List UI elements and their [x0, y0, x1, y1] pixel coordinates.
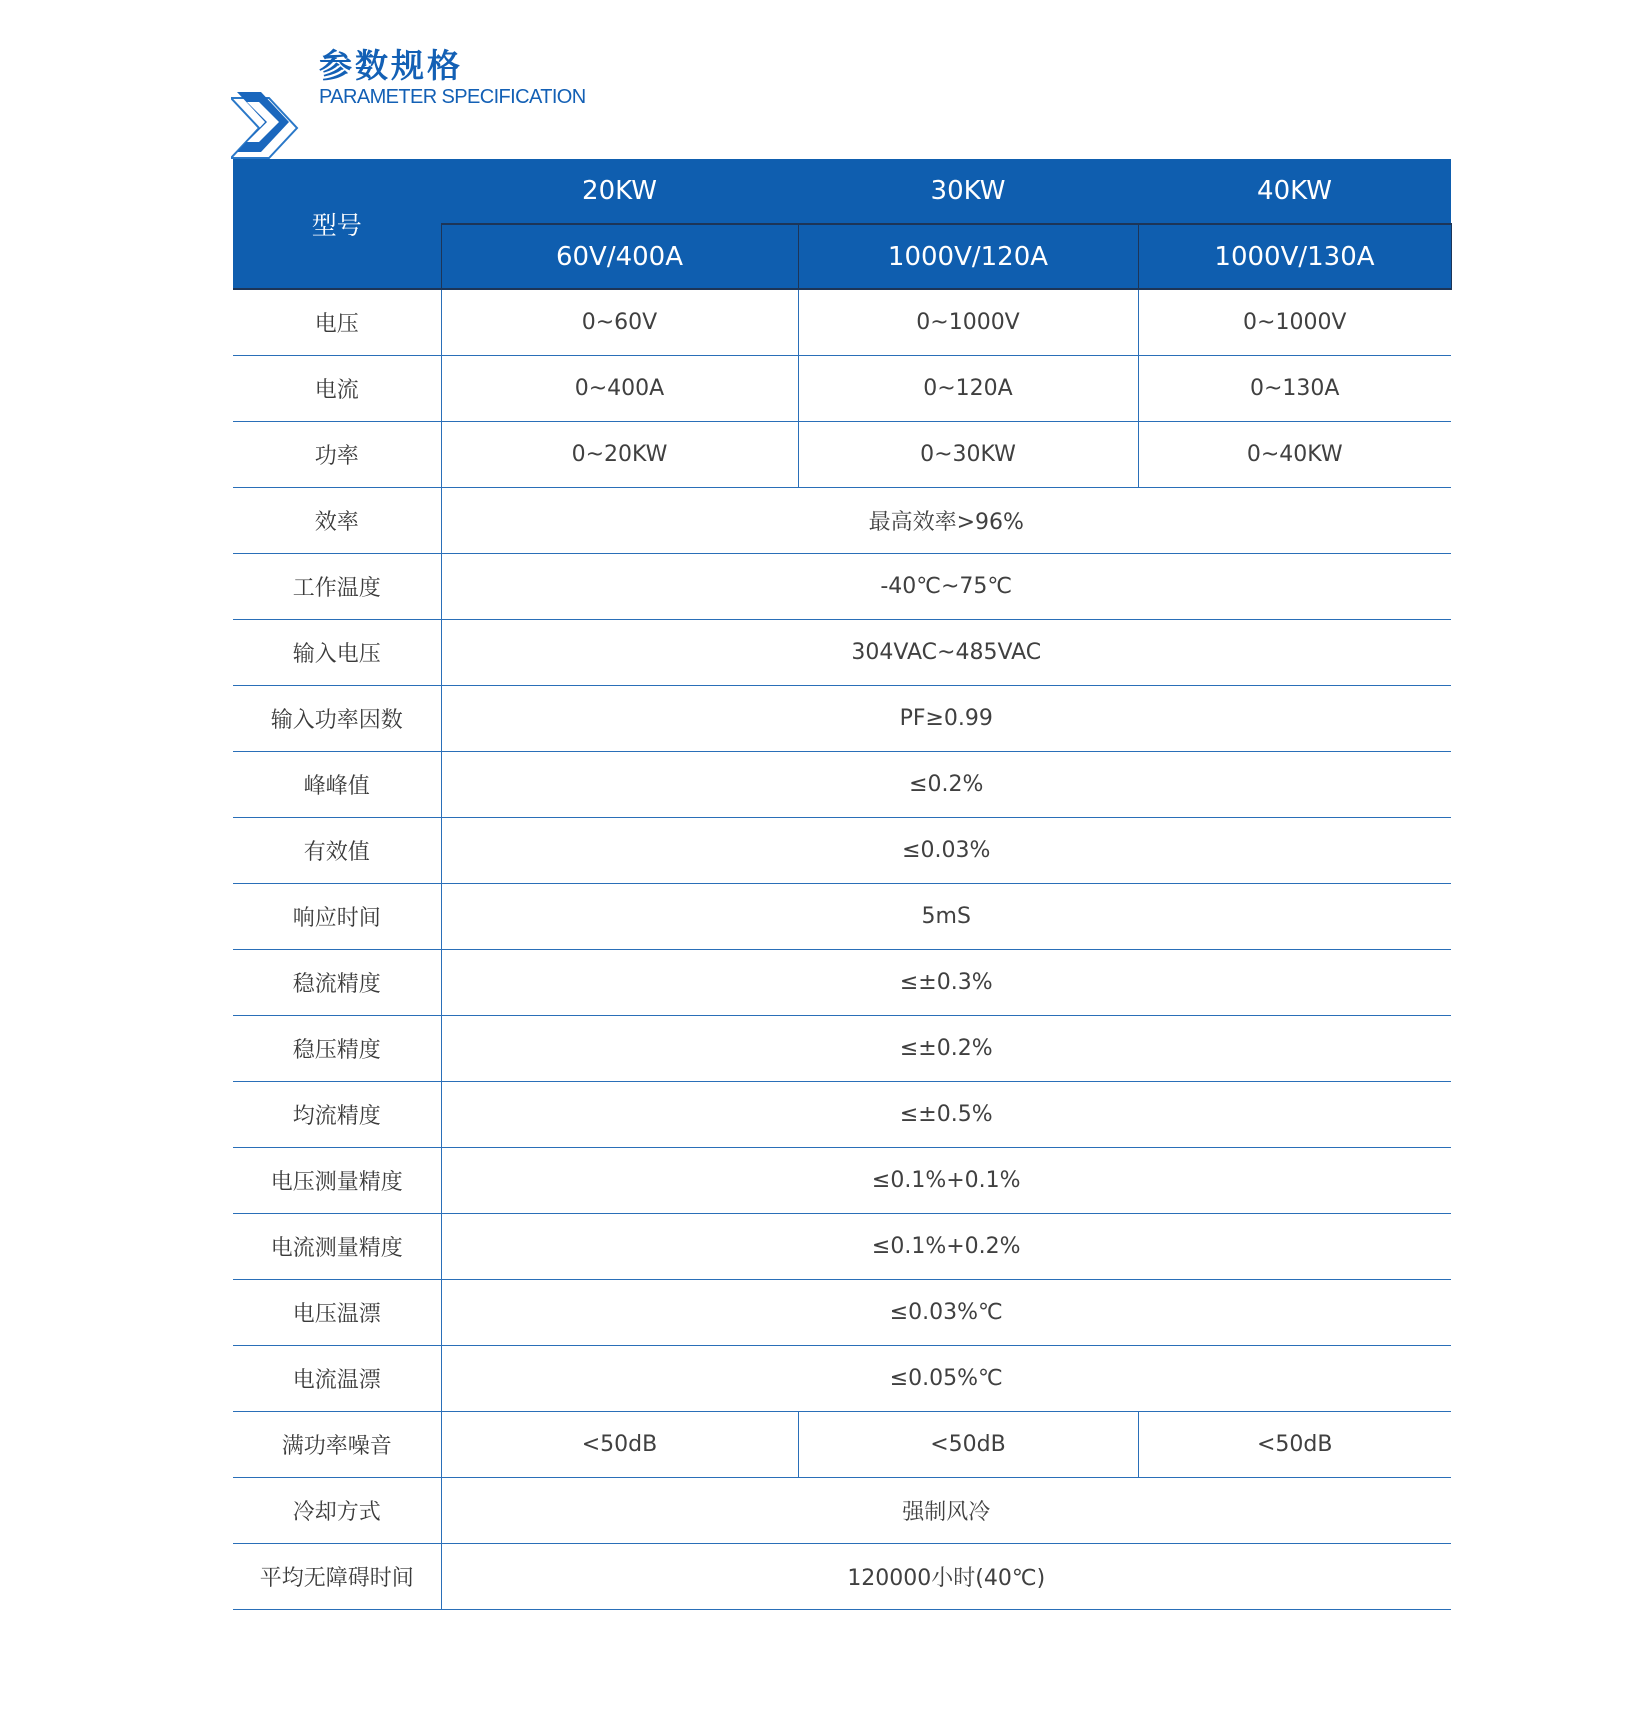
row-label: 冷却方式 — [233, 1478, 441, 1544]
spec-table — [233, 159, 1452, 1610]
row-label: 电压 — [233, 289, 441, 356]
row-value: 0~120A — [798, 356, 1138, 422]
row-value: 0~130A — [1138, 356, 1451, 422]
table-row — [233, 1148, 1451, 1214]
section-subtitle: PARAMETER SPECIFICATION — [319, 86, 586, 108]
row-value: <50dB — [798, 1412, 1138, 1478]
row-value: <50dB — [1138, 1412, 1451, 1478]
row-value-merged: 304VAC~485VAC — [441, 620, 1451, 686]
row-label: 平均无障碍时间 — [233, 1544, 441, 1610]
header-model: 30KW — [798, 159, 1138, 224]
row-value-merged: PF≥0.99 — [441, 686, 1451, 752]
row-label: 工作温度 — [233, 554, 441, 620]
table-row — [233, 686, 1451, 752]
row-value: <50dB — [441, 1412, 798, 1478]
row-label: 电流 — [233, 356, 441, 422]
table-row — [233, 752, 1451, 818]
row-label: 稳流精度 — [233, 950, 441, 1016]
row-value: 0~60V — [441, 289, 798, 356]
row-value: 0~1000V — [798, 289, 1138, 356]
row-label: 有效值 — [233, 818, 441, 884]
row-label: 输入功率因数 — [233, 686, 441, 752]
table-row — [233, 1016, 1451, 1082]
row-value-merged: ≤0.03% — [441, 818, 1451, 884]
row-label: 峰峰值 — [233, 752, 441, 818]
row-label: 电压温漂 — [233, 1280, 441, 1346]
section-heading — [231, 40, 931, 165]
table-row — [233, 1280, 1451, 1346]
row-value-merged: ≤0.03%℃ — [441, 1280, 1451, 1346]
row-value: 0~1000V — [1138, 289, 1451, 356]
table-row — [233, 1412, 1451, 1478]
row-label: 输入电压 — [233, 620, 441, 686]
row-value-merged: ≤0.05%℃ — [441, 1346, 1451, 1412]
table-row — [233, 884, 1451, 950]
table-row — [233, 488, 1451, 554]
header-model: 40KW — [1138, 159, 1451, 224]
header-rating: 1000V/130A — [1138, 224, 1451, 289]
row-value-merged: ≤0.2% — [441, 752, 1451, 818]
row-value-merged: ≤0.1%+0.1% — [441, 1148, 1451, 1214]
row-label: 电流测量精度 — [233, 1214, 441, 1280]
table-row — [233, 289, 1451, 356]
header-row-models — [233, 159, 1451, 224]
table-row — [233, 1214, 1451, 1280]
header-rating: 1000V/120A — [798, 224, 1138, 289]
header-model-label: 型号 — [233, 159, 441, 289]
row-value-merged: ≤±0.2% — [441, 1016, 1451, 1082]
table-row — [233, 950, 1451, 1016]
row-label: 均流精度 — [233, 1082, 441, 1148]
row-label: 满功率噪音 — [233, 1412, 441, 1478]
row-label: 稳压精度 — [233, 1016, 441, 1082]
row-value: 0~30KW — [798, 422, 1138, 488]
row-value-merged: ≤±0.3% — [441, 950, 1451, 1016]
row-value: 0~20KW — [441, 422, 798, 488]
table-row — [233, 1478, 1451, 1544]
table-row — [233, 1544, 1451, 1610]
table-row — [233, 818, 1451, 884]
row-value-merged: ≤±0.5% — [441, 1082, 1451, 1148]
table-row — [233, 422, 1451, 488]
row-value: 0~40KW — [1138, 422, 1451, 488]
header-model: 20KW — [441, 159, 798, 224]
table-row — [233, 554, 1451, 620]
table-row — [233, 620, 1451, 686]
row-label: 效率 — [233, 488, 441, 554]
row-label: 电压测量精度 — [233, 1148, 441, 1214]
header-rating: 60V/400A — [441, 224, 798, 289]
row-label: 响应时间 — [233, 884, 441, 950]
row-value-merged: 强制风冷 — [441, 1478, 1451, 1544]
row-value-merged: 最高效率>96% — [441, 488, 1451, 554]
row-value-merged: 120000小时(40℃) — [441, 1544, 1451, 1610]
table-row — [233, 1346, 1451, 1412]
row-value: 0~400A — [441, 356, 798, 422]
double-chevron-right-icon — [231, 88, 303, 168]
row-value-merged: -40℃~75℃ — [441, 554, 1451, 620]
row-label: 功率 — [233, 422, 441, 488]
section-title: 参数规格 — [319, 46, 463, 85]
spec-table-body — [233, 289, 1451, 1610]
row-value-merged: 5mS — [441, 884, 1451, 950]
table-row — [233, 1082, 1451, 1148]
row-value-merged: ≤0.1%+0.2% — [441, 1214, 1451, 1280]
row-label: 电流温漂 — [233, 1346, 441, 1412]
table-row — [233, 356, 1451, 422]
